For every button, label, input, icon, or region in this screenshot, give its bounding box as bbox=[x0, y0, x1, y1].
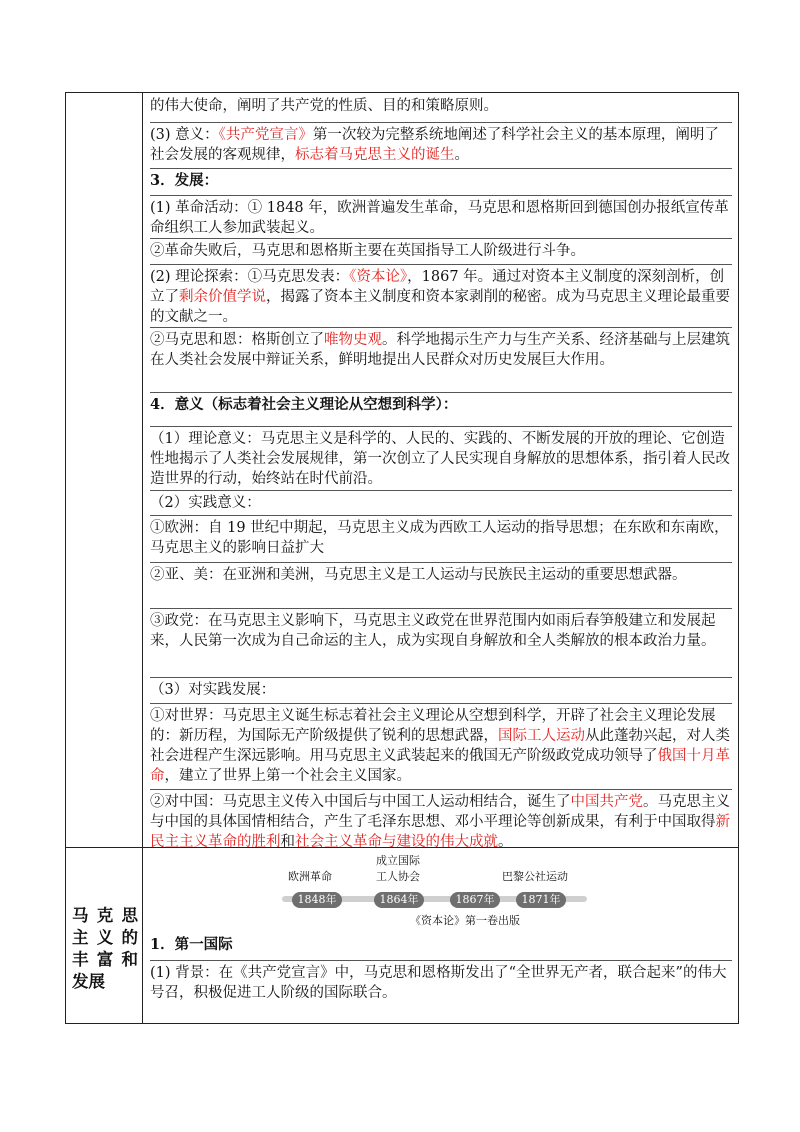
timeline-year-1867: 1867年 bbox=[450, 892, 500, 908]
body-text: ，建立了世界上第一个社会主义国家。 bbox=[164, 768, 411, 784]
paragraph-r2 bbox=[150, 122, 732, 165]
paragraph-r16 bbox=[150, 789, 732, 852]
highlight-text: 国际工人运动 bbox=[498, 728, 585, 744]
paragraph-r12 bbox=[150, 562, 732, 585]
paragraph-r17 bbox=[150, 933, 732, 955]
body-text: ②马克思和恩：格斯创立了 bbox=[150, 332, 324, 348]
timeline-year-1864: 1864年 bbox=[374, 892, 424, 908]
body-text: ①欧洲：自 19 世纪中期起，马克思主义成为西欧工人运动的指导思想；在东欧和东南欧，马克思主义的影响日益扩大 bbox=[150, 520, 729, 556]
body-text: (1) 革命活动：① 1848 年，欧洲普遍发生革命，马克思和恩格斯回到德国创办报纸宣传革命组织工人参加武装起义。 bbox=[150, 200, 729, 236]
paragraph-r10 bbox=[150, 490, 732, 513]
paragraph-r13 bbox=[150, 608, 732, 651]
paragraph-r14 bbox=[150, 677, 732, 700]
paragraph-r4 bbox=[150, 195, 732, 238]
body-text: (3) 意义： bbox=[150, 127, 219, 143]
body-text: ②对中国：马克思主义传入中国后与中国工人运动相结合，诞生了 bbox=[150, 794, 571, 810]
timeline-figure bbox=[270, 850, 600, 930]
paragraph-r1 bbox=[150, 94, 732, 116]
paragraph-r6 bbox=[150, 264, 732, 327]
timeline-caption: 《资本论》第一卷出版 bbox=[410, 914, 520, 927]
left-cell-line: 发展 bbox=[72, 972, 105, 991]
left-cell-title bbox=[72, 905, 138, 993]
body-text: 和 bbox=[280, 834, 295, 850]
paragraph-r3 bbox=[150, 168, 732, 191]
body-text: （2）实践意义： bbox=[150, 495, 261, 511]
body-text: 。 bbox=[454, 147, 469, 163]
body-text: ，1867 年。通过对资本主义制度的深刻剖析，创立了 bbox=[150, 269, 725, 305]
highlight-text: 社会主义革命与建设的伟大成就 bbox=[295, 834, 498, 850]
body-text: （3）对实践发展： bbox=[150, 682, 276, 698]
paragraph-r7 bbox=[150, 327, 732, 370]
left-cell-line: 马 克 思 bbox=[72, 906, 138, 925]
timeline-label-paris: 巴黎公社运动 bbox=[502, 870, 568, 883]
body-text: ①对世界：马克思主义诞生标志着社会主义理论从空想到科学，开辟了社会主义理论发展的：新历程，为国际无产阶级提供了锐利的思想武器， bbox=[150, 708, 716, 744]
timeline-year-1871: 1871年 bbox=[516, 892, 566, 908]
highlight-text: 《共产党宣言》 bbox=[218, 127, 313, 143]
body-text: 。马克思主义与中国的具体国情相结合，产生了毛泽东思想、邓小平理论等创新成果，有利于中国取得 bbox=[150, 794, 730, 830]
body-text: （1）理论意义：马克思主义是科学的、人民的、实践的、不断发展的开放的理论、它创造性地揭示了人类社会发展规律，第一次创立了人民实现自身解放的思想体系，指引着人民改造世界的行动，始终站在时代前沿。 bbox=[150, 431, 730, 487]
heading-text: 3．发展： bbox=[150, 172, 219, 189]
body-text: 的伟大使命，阐明了共产党的性质、目的和策略原则。 bbox=[150, 98, 498, 114]
timeline-label-intl-1: 成立国际 bbox=[376, 854, 420, 867]
timeline-year-1848: 1848年 bbox=[292, 892, 342, 908]
heading-text: 4．意义（标志着社会主义理论从空想到科学）： bbox=[150, 396, 458, 413]
highlight-text: 俄国十月革命 bbox=[150, 748, 730, 784]
highlight-text: 标志着马克思主义的诞生 bbox=[295, 147, 455, 163]
timeline-label-europe: 欧洲革命 bbox=[288, 870, 332, 883]
left-cell-line: 主 义 的 bbox=[72, 928, 138, 947]
heading-text: 1．第一国际 bbox=[150, 936, 233, 953]
highlight-text: 新民主主义革命的胜利 bbox=[150, 814, 730, 850]
body-text: 。科学地揭示生产力与生产关系、经济基础与上层建筑在人类社会发展中辩证关系，鲜明地提出人民群众对历史发展巨大作用。 bbox=[150, 332, 730, 368]
body-text: (1) 背景：在《共产党宣言》中，马克思和恩格斯发出了“全世界无产者，联合起来”的伟大号召，积极促进工人阶级的国际联合。 bbox=[150, 965, 727, 1001]
body-text: ③政党：在马克思主义影响下，马克思主义政党在世界范围内如雨后春笋般建立和发展起来，人民第一次成为自己命运的主人，成为实现自身解放和全人类解放的根本政治力量。 bbox=[150, 613, 716, 649]
body-text: ，揭露了资本主义制度和资本家剥削的秘密。成为马克思主义理论最重要的文献之一。 bbox=[150, 289, 730, 325]
highlight-text: 中国共产党 bbox=[570, 794, 643, 810]
body-text: (2) 理论探索：①马克思发表： bbox=[150, 269, 350, 285]
paragraph-r18 bbox=[150, 960, 732, 1003]
paragraph-r11 bbox=[150, 515, 732, 558]
paragraph-r15 bbox=[150, 703, 732, 786]
highlight-text: 剩余价值学说 bbox=[179, 289, 266, 305]
highlight-text: 唯物史观 bbox=[324, 332, 382, 348]
body-text: 从此蓬勃兴起，对人类社会进程产生深远影响。用马克思主义武装起来的俄国无产阶级政党成功领导了 bbox=[150, 728, 730, 764]
paragraph-r8 bbox=[150, 392, 732, 415]
left-cell-line: 丰 富 和 bbox=[72, 950, 138, 969]
body-text: 。 bbox=[498, 834, 513, 850]
column-divider bbox=[142, 92, 143, 1024]
paragraph-r5 bbox=[150, 238, 732, 261]
paragraph-r9 bbox=[150, 426, 732, 489]
timeline-label-intl-2: 工人协会 bbox=[376, 870, 420, 883]
body-text: 第一次较为完整系统地阐述了科学社会主义的基本原理，阐明了社会发展的客观规律， bbox=[150, 127, 719, 163]
highlight-text: 《资本论》 bbox=[349, 269, 408, 285]
body-text: ②革命失败后，马克思和恩格斯主要在英国指导工人阶级进行斗争。 bbox=[150, 243, 585, 259]
body-text: ②亚、美：在亚洲和美洲，马克思主义是工人运动与民族民主运动的重要思想武器。 bbox=[150, 567, 687, 583]
